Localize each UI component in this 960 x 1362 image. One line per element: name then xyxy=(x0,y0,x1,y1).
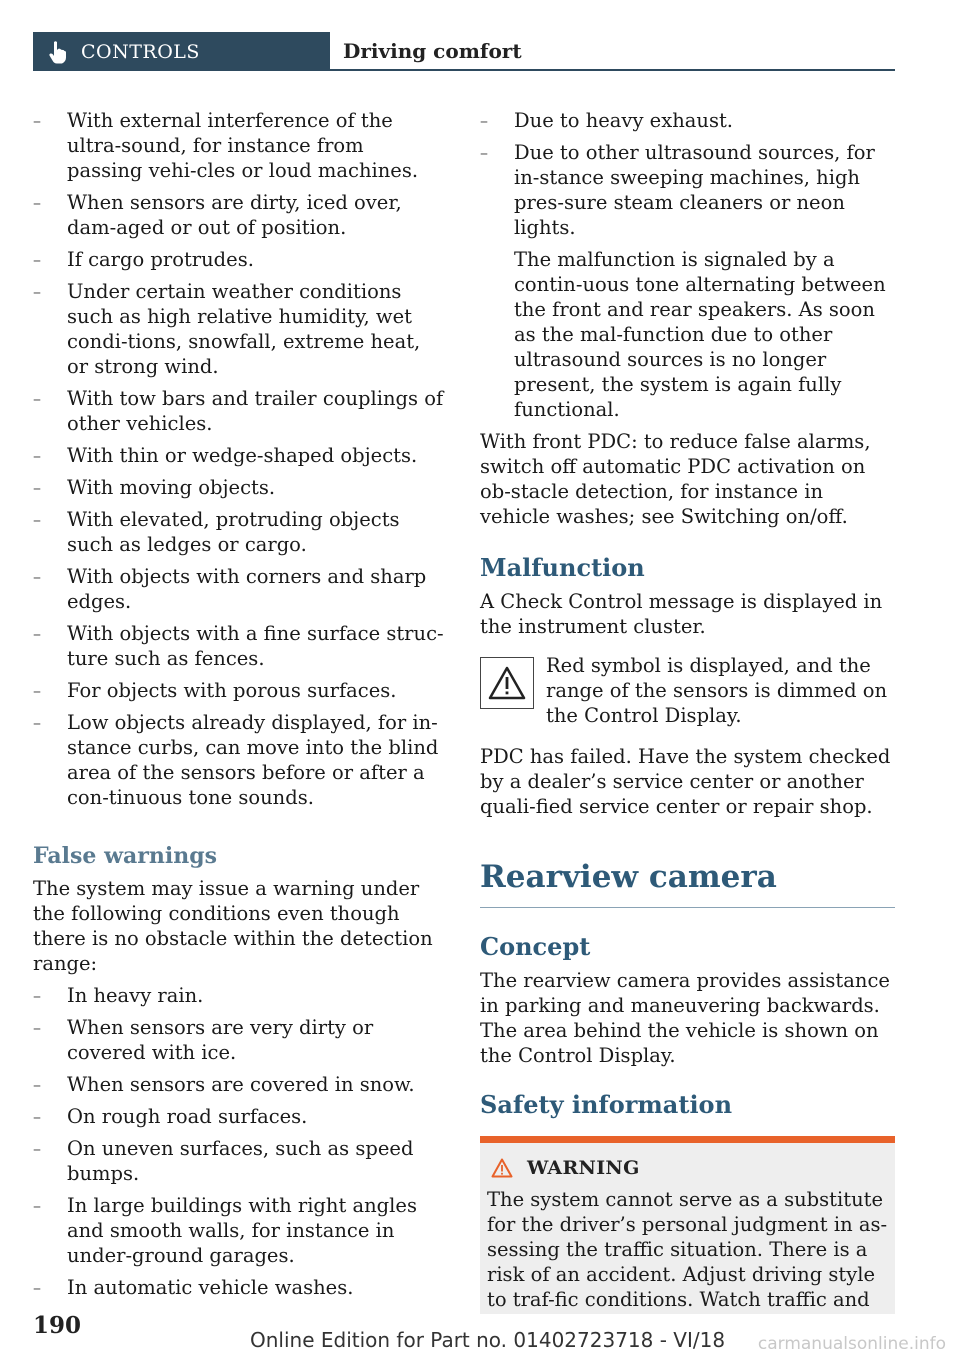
list-item: – When sensors are very dirty or covered with ice. xyxy=(33,1015,445,1065)
list-item: – With external interference of the ultra-sound, for instance from passing vehi-cles or loud machines. xyxy=(33,108,445,183)
list-item: – Due to other ultrasound sources, for in-stance sweeping machines, high pres-sure steam cleaners or neon lights. xyxy=(480,140,895,240)
section-title: CONTROLS xyxy=(81,40,200,63)
front-pdc-text: With front PDC: to reduce false alarms, switch off automatic PDC activation on ob-stacle detection, for instance in vehicle washes; see Switching on/off. xyxy=(480,430,871,528)
limitations-list xyxy=(33,108,445,810)
malfunction-heading: Malfunction xyxy=(480,553,645,582)
ultrasound-list xyxy=(480,108,895,240)
left-column xyxy=(33,108,445,1307)
malfunction-text: A Check Control message is displayed in the instrument cluster. xyxy=(480,590,883,638)
watermark: carmanualsonline.info xyxy=(757,1334,946,1354)
list-item: – With thin or wedge-shaped objects. xyxy=(33,443,445,468)
warning-title-row xyxy=(491,1157,888,1179)
concept-text: The rearview camera provides assistance in parking and maneuvering backwards. The area behind the vehicle is shown on the Control Display. xyxy=(480,969,890,1067)
false-warnings-list xyxy=(33,983,445,1300)
topic-bar xyxy=(330,32,895,71)
warning-icon xyxy=(491,1158,513,1178)
list-item: – When sensors are dirty, iced over, dam-aged or out of position. xyxy=(33,190,445,240)
symbol-row xyxy=(480,653,895,728)
false-warnings-intro: The system may issue a warning under the following conditions even though there is no obstacle within the detection range: xyxy=(33,877,433,975)
list-item: – On uneven surfaces, such as speed bumps. xyxy=(33,1136,445,1186)
warning-symbol-box xyxy=(480,657,534,709)
warning-triangle-icon xyxy=(487,665,527,701)
warning-panel xyxy=(480,1136,895,1314)
page-number: 190 xyxy=(33,1312,82,1339)
list-item: – With objects with a fine surface struc-ture such as fences. xyxy=(33,621,445,671)
hand-pointer-icon xyxy=(47,40,67,64)
list-item: – In heavy rain. xyxy=(33,983,445,1008)
right-column xyxy=(480,108,895,1314)
safety-heading: Safety information xyxy=(480,1090,733,1119)
list-item: – When sensors are covered in snow. xyxy=(33,1072,445,1097)
list-item: – With tow bars and trailer couplings of other vehicles. xyxy=(33,386,445,436)
symbol-description: Red symbol is displayed, and the range of the sensors is dimmed on the Control Display. xyxy=(546,654,888,727)
list-item: – On rough road surfaces. xyxy=(33,1104,445,1129)
section-tab xyxy=(33,32,330,71)
edition-text: Online Edition for Part no. 01402723718 - VI/18 xyxy=(250,1328,726,1352)
rearview-heading: Rearview camera xyxy=(480,857,895,908)
list-item: – With objects with corners and sharp edges. xyxy=(33,564,445,614)
list-item: – In automatic vehicle washes. xyxy=(33,1275,445,1300)
list-item: – With elevated, protruding objects such as ledges or cargo. xyxy=(33,507,445,557)
list-item: – Low objects already displayed, for in-stance curbs, can move into the blind area of the sensors before or after a con-tinuous tone sounds. xyxy=(33,710,445,810)
list-item: – With moving objects. xyxy=(33,475,445,500)
list-item: – Due to heavy exhaust. xyxy=(480,108,895,133)
list-item: – For objects with porous surfaces. xyxy=(33,678,445,703)
topic-title: Driving comfort xyxy=(343,38,522,63)
failed-text: PDC has failed. Have the system checked by a dealer’s service center or another quali-fied service center or repair shop. xyxy=(480,745,891,818)
list-item: – Under certain weather conditions such as high relative humidity, wet condi-tions, snowfall, extreme heat, or strong wind. xyxy=(33,279,445,379)
list-item: – In large buildings with right angles and smooth walls, for instance in under-ground garages. xyxy=(33,1193,445,1268)
list-item: – If cargo protrudes. xyxy=(33,247,445,272)
warning-text: The system cannot serve as a substitute for the driver’s personal judgment in as-sessing the traffic situation. There is a risk of an accident. Adjust driving style to traf-fic conditions. Watch traffic and xyxy=(487,1188,888,1311)
malfunction-note: The malfunction is signaled by a contin-uous tone alternating between the front and rear speakers. As soon as the mal-function due to other ultrasound sources is no longer present, the system is again fully functional. xyxy=(514,248,886,421)
warning-label: WARNING xyxy=(527,1157,640,1179)
false-warnings-heading: False warnings xyxy=(33,843,217,869)
concept-heading: Concept xyxy=(480,932,591,961)
